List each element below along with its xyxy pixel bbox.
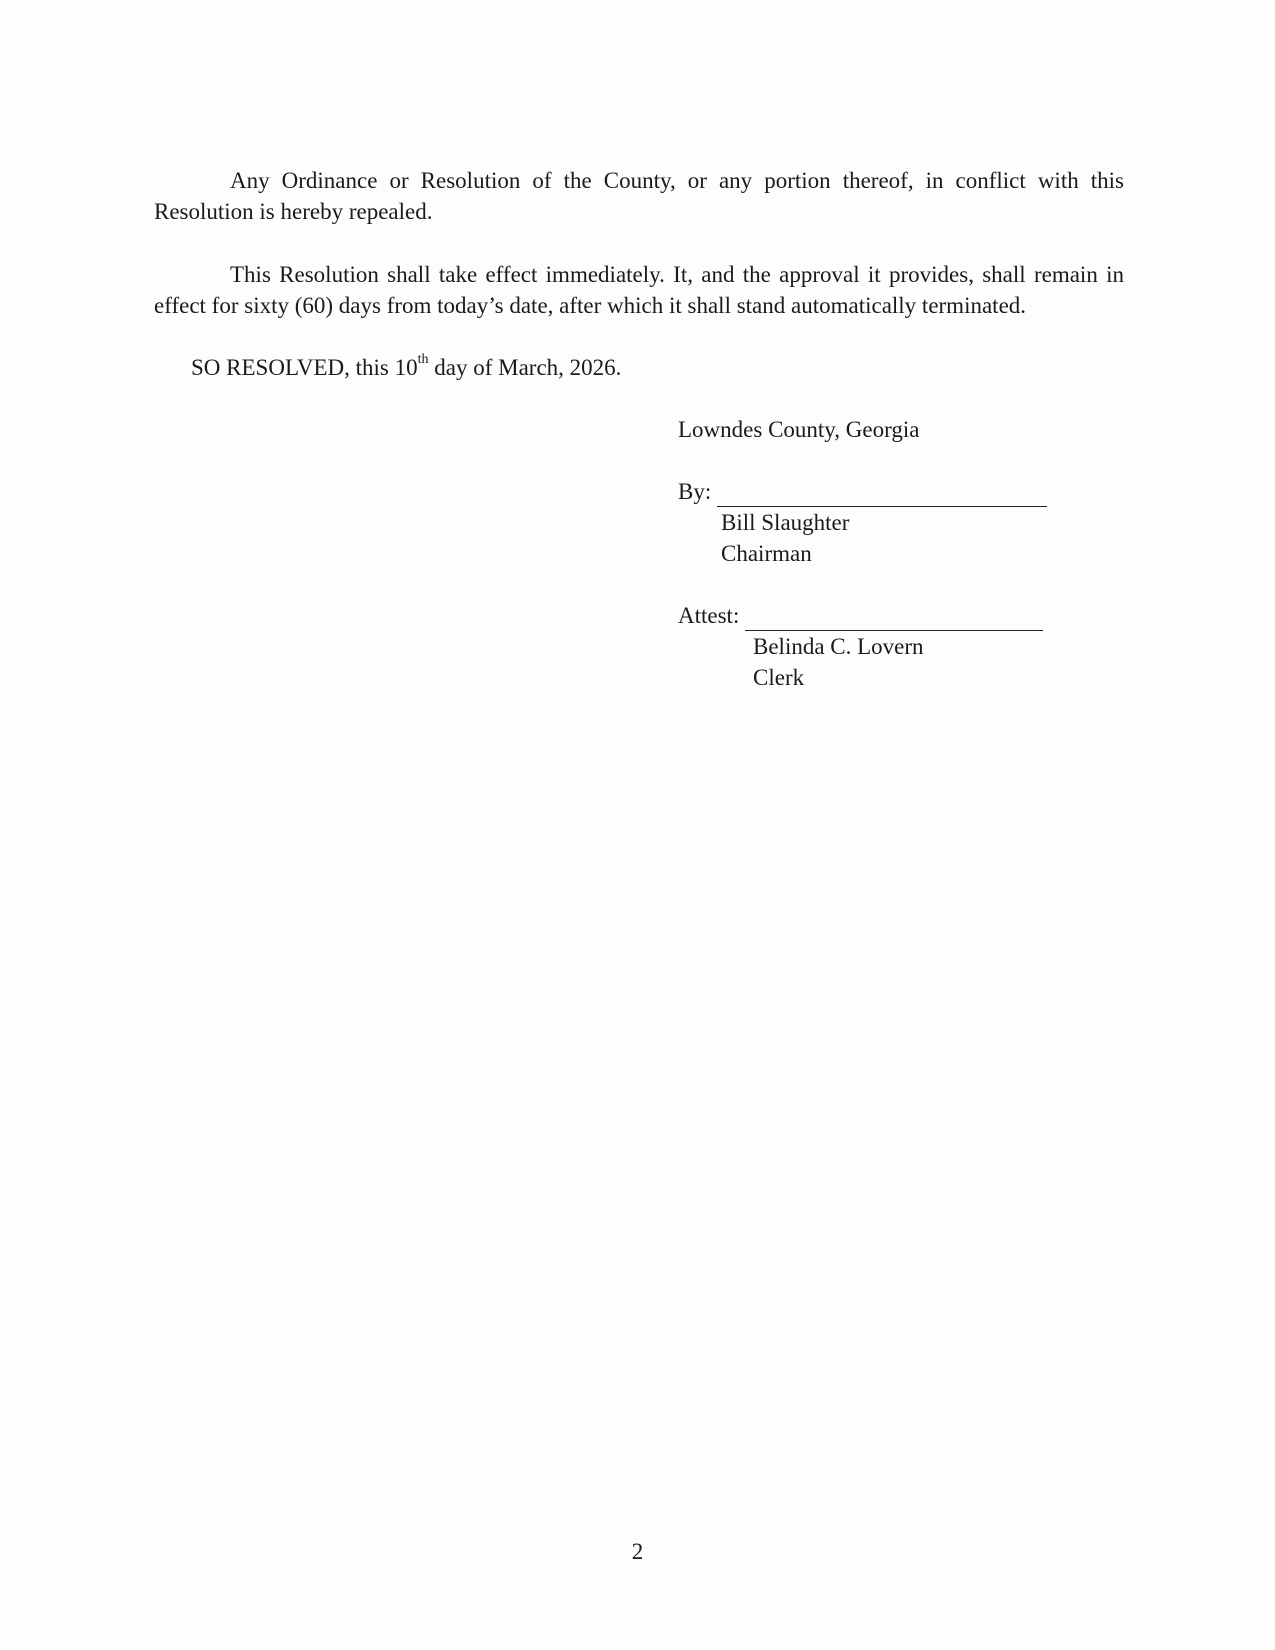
attest-line [678,600,1043,631]
signatory-entity: Lowndes County, Georgia [678,417,920,442]
page-number: 2 [631,1539,644,1564]
clerk-title: Clerk [753,665,805,690]
by-label: By: [678,479,712,504]
repeal-paragraph: Any Ordinance or Resolution of the County, or any portion thereof, in conflict with this Resolution is hereby repealed. [154,168,1124,224]
chairman-signature-block [678,476,1047,569]
by-signature-line [717,482,1047,507]
attest-signature-line [745,606,1043,631]
chairman-title: Chairman [721,541,812,566]
clerk-name: Belinda C. Lovern [753,634,924,659]
by-line [678,476,1047,507]
resolved-prefix: SO RESOLVED, this 10 [191,355,418,380]
resolved-superscript: th [417,352,429,368]
effective-date-paragraph: This Resolution shall take effect immediately. It, and the approval it provides, shall remain in effect for sixty (60) days from today’s date, after which it shall stand automatically terminated. [154,262,1124,318]
chairman-name: Bill Slaughter [721,510,850,535]
resolved-statement [191,352,621,383]
attest-label: Attest: [678,603,740,628]
resolved-suffix: day of March, 2026. [428,355,622,380]
clerk-attest-block [678,600,1043,693]
